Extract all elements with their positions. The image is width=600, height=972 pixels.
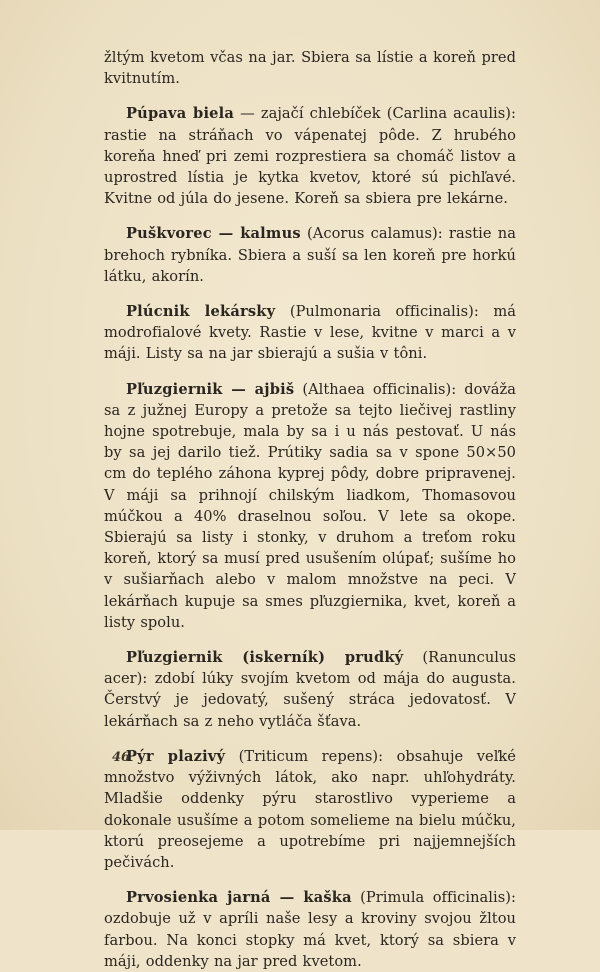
- entry-term: Púpava biela: [126, 105, 235, 123]
- entry-text: (Triticum repens): obsahuje veľké množstvo výživných látok, ako napr. uhľohydráty. Mladšie oddenky pýru starostlivo vyperieme a dokonale usušíme a potom somelieme na bielu múčku, ktorú preosejeme a upotrebíme pri najjemnejších pečivách.: [104, 747, 516, 871]
- entry-term: Plúcnik lekársky: [126, 303, 276, 321]
- entry-term: Pýr plazivý: [126, 747, 226, 765]
- entry-term: Prvosienka jarná — kaška: [126, 889, 352, 907]
- entry-text: (Ranunculus acer): zdobí lúky svojím kvetom od mája do augusta. Čerstvý je jedovatý, sušený stráca jedovatosť. V lekárňach sa z neho vytláča šťava.: [104, 649, 516, 730]
- entry-plucnik: [104, 301, 516, 365]
- intro-paragraph: [104, 47, 516, 89]
- entry-text: (Acorus calamus): rastie na brehoch rybníka. Sbiera a suší sa len koreň pre horkú látku, akorín.: [104, 225, 516, 285]
- entry-pyr-plazivy: [104, 746, 516, 873]
- entry-pupava-biela: [104, 103, 516, 209]
- intro-text: žltým kvetom včas na jar. Sbiera sa lístie a koreň pred kvitnutím.: [104, 49, 516, 88]
- entry-term: Puškvorec — kalmus: [126, 225, 301, 243]
- entry-text: (Althaea officinalis): dováža sa z južnej Europy a pretože sa tejto liečivej rastliny hojne spotrebuje, mala by sa i u nás pestovať. U nás by sa jej darilo tiež. Prútiky sadia sa v spone 50×50 cm do teplého záhona kyprej pôdy, dobre pripravenej. V máji sa prihnojí chilským liadkom, Thomasovou múčkou a 40% draselnou soľou. V lete sa okope. Sbierajú sa listy i stonky, v druhom a treťom roku koreň, ktorý sa musí pred usušením olúpať; sušíme ho v sušiarňach alebo v malom množstve na peci. V lekárňach kupuje sa smes pľuzgiernika, kvet, koreň a listy spolu.: [104, 380, 516, 631]
- entry-text: (Primula officinalis): ozdobuje už v apríli naše lesy a kroviny svojou žltou farbou. Na konci stopky má kvet, ktorý sa sbiera v máji, oddenky na jar pred kvetom.: [104, 889, 516, 970]
- entry-pluzgiernik-prudky: [104, 647, 516, 732]
- entry-puskvorec: [104, 223, 516, 287]
- entry-text: — zajačí chlebíček (Carlina acaulis): rastie na stráňach vo vápenatej pôde. Z hrubého koreňa hneď pri zemi rozprestiera sa chomáč listov a uprostred lístia je kytka kvetov, ktoré sú pichľavé. Kvitne od júla do jesene. Koreň sa sbiera pre lekárne.: [104, 105, 517, 208]
- entry-term: Pľuzgiernik (iskerník) prudký: [126, 649, 404, 667]
- entry-pluzgiernik-ajbis: [104, 379, 516, 633]
- entry-text: (Pulmonaria officinalis): má modrofialové kvety. Rastie v lese, kvitne v marci a v máji. Listy sa na jar sbierajú a sušia v tôni.: [104, 303, 516, 363]
- page-number: 46: [112, 750, 131, 765]
- entry-prvosienka: [104, 887, 516, 972]
- entry-term: Pľuzgiernik — ajbiš: [126, 380, 295, 398]
